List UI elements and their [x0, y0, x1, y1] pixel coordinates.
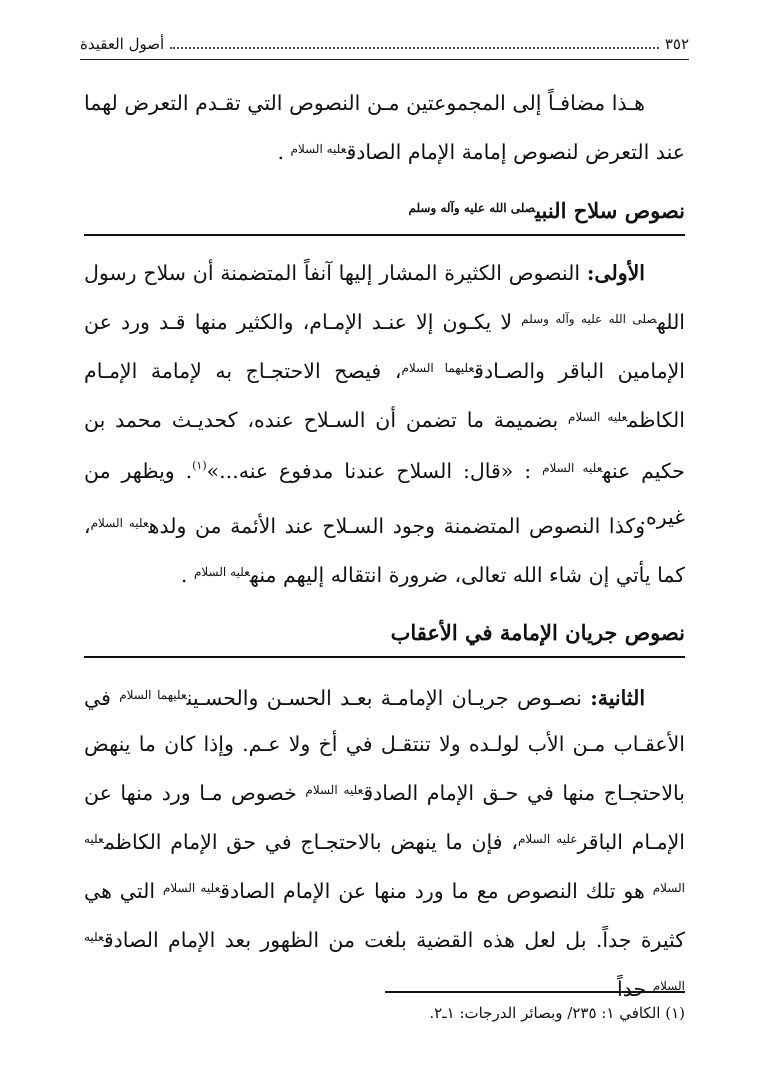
footnote: (١) الكافي ١: ٢٣٥/ وبصائر الدرجات: ١ـ٢. — [429, 1004, 685, 1022]
paragraph-text: . — [180, 563, 194, 587]
honorific: عليه السلام — [305, 783, 364, 797]
section-heading-rule — [84, 234, 685, 236]
honorific: صلى الله عليه وآله وسلم — [408, 201, 536, 215]
honorific: عليه السلام — [517, 832, 578, 846]
section-title: نصوص سلاح النبي — [535, 198, 685, 223]
section-heading-rule — [84, 656, 685, 658]
paragraph-text: ، كما يأتي إن شاء الله تعالى، ضرورة انتقاله إليهم منه — [84, 514, 685, 587]
paragraph-text: : «قال: السلاح عندنا مدفوع عنه...» — [206, 459, 543, 483]
honorific: عليه السلام — [193, 565, 250, 579]
dot-leader — [170, 37, 659, 49]
paragraph-text: حداً — [617, 977, 653, 1001]
honorific: عليه السلام — [542, 461, 603, 475]
paragraph-text: نصـوص جريـان الإمامـة بعـد الحسـن والحسـين — [186, 686, 591, 710]
intro-paragraph — [84, 80, 685, 175]
paragraph-text: خصوص مـا ورد منها عن الإمـام الباقر — [84, 781, 685, 854]
paragraph-lead: الثانية: — [590, 686, 646, 710]
paragraph-text: . ويظهر من غيره. — [84, 459, 685, 529]
footnote-reference[interactable]: (١) — [192, 459, 207, 472]
honorific: صلى الله عليه وآله وسلم — [521, 312, 657, 326]
honorific: عليه السلام — [90, 516, 149, 530]
paragraph-text: بضميمة ما تضمن أن السـلاح عنده، كحديـث محمد بن حكيم عنه — [84, 408, 685, 483]
paragraph-text: التي هي كثيرة جداً. بل لعل هذه القضية بلغت من الظهور بعد الإمام الصادق — [84, 879, 685, 952]
paragraph-text: في الأعقـاب مـن الأب لولـده ولا تنتقـل في أخ ولا عـم. وإذا كان ما ينهض بالاحتجـاج منها في حـق الإمام الصادق — [84, 686, 685, 805]
section-heading-succession — [391, 620, 685, 651]
paragraph-third — [84, 672, 685, 1012]
section-heading-weapon — [408, 198, 685, 229]
honorific: عليه السلام — [84, 832, 685, 895]
honorific: عليهما السلام — [119, 688, 187, 702]
header-rule — [80, 59, 689, 60]
paragraph-second — [84, 500, 685, 598]
section-title: نصوص جريان الإمامة في الأعقاب — [390, 620, 685, 645]
paragraph-text: النصوص الكثيرة المشار إليها آنفاً المتضمنة أن سلاح رسول الله — [84, 261, 686, 334]
honorific: عليه السلام — [568, 410, 628, 424]
paragraph-text: لا يكـون إلا عنـد الإمـام، والكثير منها قـد ورد عن الإمامين الباقر والصـادق — [84, 310, 685, 383]
paragraph-text: ، فيصح الاحتجـاج به لإمامة الإمـام الكاظم — [84, 359, 685, 432]
intro-text: هـذا مضافـاً إلى المجموعتين مـن النصوص التي تقـدم التعرض لهما عند التعرض لنصوص إمامة الإمام الصادق — [84, 91, 685, 164]
honorific: عليه السلام — [84, 930, 685, 993]
footnote-rule — [385, 991, 685, 993]
book-title: أصول العقيدة — [80, 35, 165, 53]
honorific: عليهما السلام — [401, 361, 475, 375]
running-head — [80, 32, 689, 56]
paragraph-first — [84, 250, 685, 540]
paragraph-text: هو تلك النصوص مع ما ورد منها عن الإمام الصادق — [220, 879, 653, 903]
paragraph-lead: الأولى: — [586, 261, 645, 285]
page-number: ٣٥٢ — [664, 35, 689, 53]
honorific: عليه السلام — [162, 881, 221, 895]
intro-end: . — [277, 140, 291, 164]
paragraph-text: وكذا النصوص المتضمنة وجود السـلاح عند الأئمة من ولده — [148, 514, 645, 538]
paragraph-text: ، فإن ما ينهض بالاحتجـاج في حق الإمام الكاظم — [103, 830, 518, 854]
honorific: عليه السلام — [290, 142, 347, 156]
